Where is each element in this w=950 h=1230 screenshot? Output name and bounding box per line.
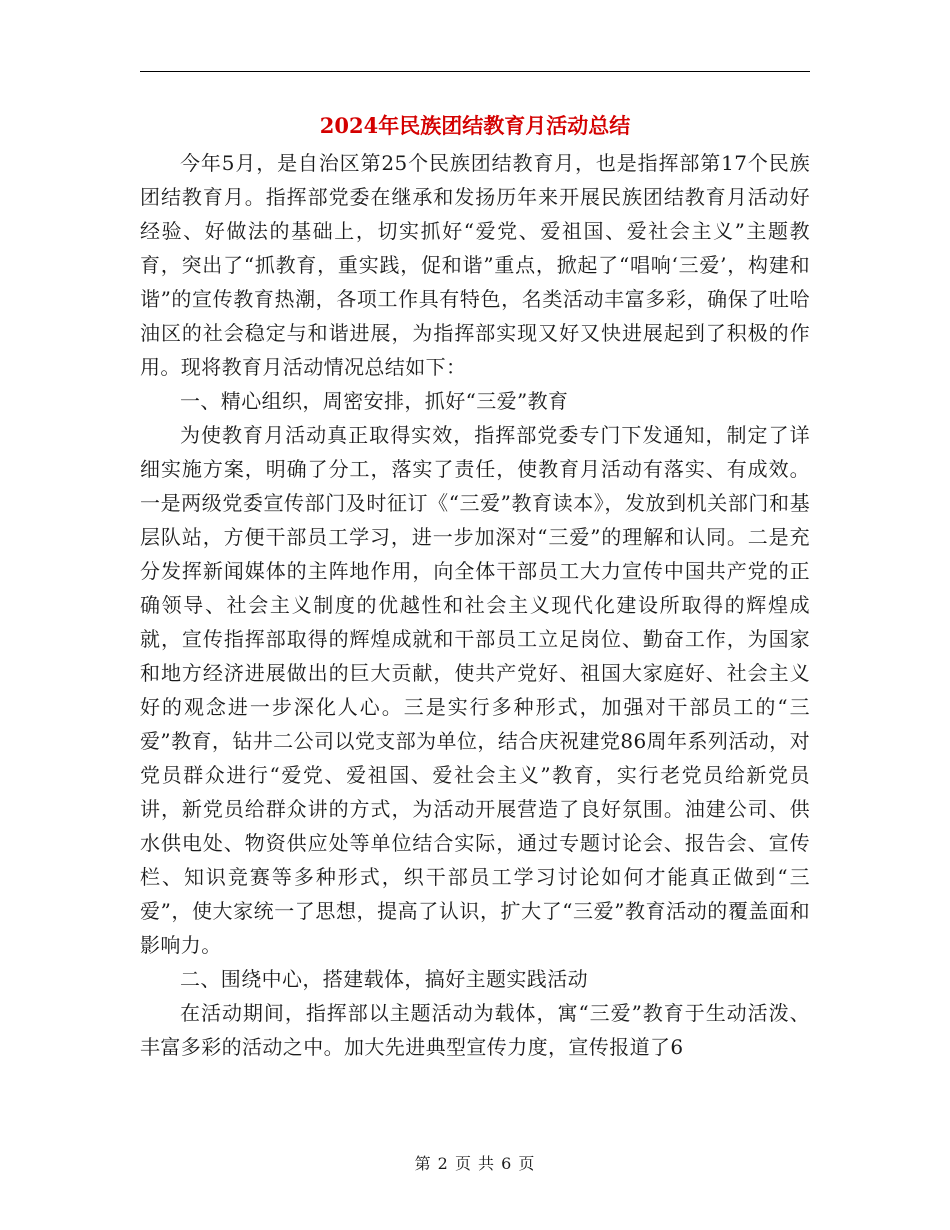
document-title: 2024年民族团结教育月活动总结 [319, 113, 631, 138]
paragraph-intro: 今年5月，是自治区第25个民族团结教育月，也是指挥部第17个民族团结教育月。指挥部党委在继承和发扬历年来开展民族团结教育月活动好经验、好做法的基础上，切实抓好“爱党、爱祖国、爱社会主义”主题教育，突出了“抓教育，重实践，促和谐”重点，掀起了“唱响‘三爱’，构建和谐”的宣传教育热潮，各项工作具有特色，名类活动丰富多彩，确保了吐哈油区的社会稳定与和谐进展，为指挥部实现又好又快进展起到了积极的作用。现将教育月活动情况总结如下： [140, 151, 810, 379]
paragraph-section-1: 为使教育月活动真正取得实效，指挥部党委专门下发通知，制定了详细实施方案，明确了分工，落实了责任，使教育月活动有落实、有成效。一是两级党委宣传部门及时征订《“三爱”教育读本》，发放到机关部门和基层队站，方便干部员工学习，进一步加深对“三爱”的理解和认同。二是充分发挥新闻媒体的主阵地作用，向全体干部员工大力宣传中国共产党的正确领导、社会主义制度的优越性和社会主义现代化建设所取得的辉煌成就，宣传指挥部取得的辉煌成就和干部员工立足岗位、勤奋工作，为国家和地方经济进展做出的巨大贡献，使共产党好、祖国大家庭好、社会主义好的观念进一步深化人心。三是实行多种形式，加强对干部员工的“三爱”教育，钻井二公司以党支部为单位，结合庆祝建党86周年系列活动，对党员群众进行“爱党、爱祖国、爱社会主义”教育，实行老党员给新党员讲，新党员给群众讲的方式，为活动开展营造了良好氛围。油建公司、供水供电处、物资供应处等单位结合实际，通过专题讨论会、报告会、宣传栏、知识竞赛等多种形式，织干部员工学习讨论如何才能真正做到“三爱”，使大家统一了思想，提高了认识，扩大了“三爱”教育活动的覆盖面和影响力。 [140, 423, 810, 957]
section-heading-2: 二、围绕中心，搭建载体，搞好主题实践活动 [180, 967, 588, 991]
section-heading-1: 一、精心组织，周密安排，抓好“三爱”教育 [180, 389, 569, 413]
header-rule [140, 71, 810, 72]
page-number: 第 2 页 共 6 页 [414, 1154, 536, 1173]
document-body [140, 146, 810, 1064]
paragraph-section-2: 在活动期间，指挥部以主题活动为载体，寓“三爱”教育于生动活泼、丰富多彩的活动之中。加大先进典型宣传力度，宣传报道了6 [140, 1001, 810, 1059]
